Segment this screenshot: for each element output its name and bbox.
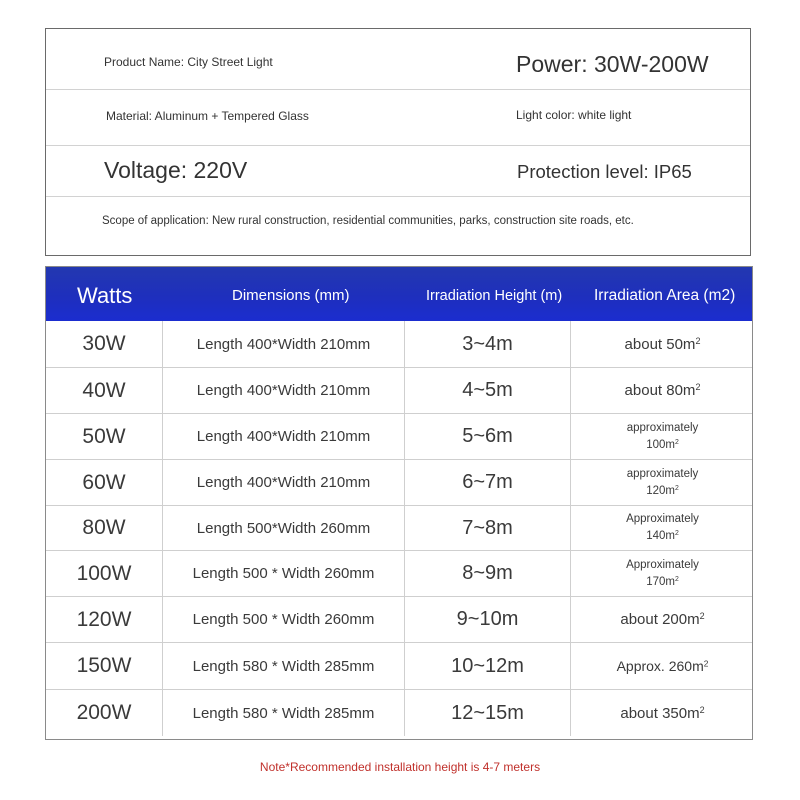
- dimensions-cell: Length 400*Width 210mm: [162, 460, 404, 505]
- area-unit-exponent: 2: [674, 484, 679, 492]
- area-value: 170m: [646, 575, 675, 588]
- table-row: [46, 460, 752, 506]
- height-cell: 8~9m: [404, 551, 570, 596]
- header-irradiation-height: Irradiation Height (m): [426, 288, 563, 304]
- dimensions-cell: Length 580 * Width 285mm: [162, 643, 404, 689]
- area-unit-exponent: 2: [703, 658, 709, 669]
- header-dimensions: Dimensions (mm): [232, 287, 350, 304]
- watts-cell: 80W: [82, 516, 126, 539]
- watts-cell: 60W: [82, 470, 126, 494]
- watts-cell: 200W: [76, 701, 132, 724]
- area-cell: [570, 321, 753, 367]
- table-row: [46, 690, 752, 736]
- table-row: [46, 321, 752, 368]
- dimensions-cell: Length 500 * Width 260mm: [162, 551, 404, 596]
- area-value: about 350m: [620, 704, 700, 722]
- height-cell: 10~12m: [404, 643, 570, 689]
- dimensions-cell: Length 400*Width 210mm: [162, 321, 404, 367]
- dimensions-cell: Length 400*Width 210mm: [162, 368, 404, 413]
- area-value: about 80m: [624, 382, 696, 399]
- area-qualifier: approximately: [626, 421, 699, 434]
- material: Material: Aluminum + Tempered Glass: [106, 109, 309, 123]
- area-unit-exponent: 2: [674, 438, 679, 446]
- watts-cell: 150W: [76, 654, 132, 677]
- area-qualifier: Approximately: [626, 513, 699, 525]
- area-cell: [570, 460, 753, 505]
- watts-cell: 30W: [82, 332, 126, 355]
- height-cell: 3~4m: [404, 321, 570, 367]
- area-unit-exponent: 2: [695, 335, 701, 346]
- info-row-3: [46, 145, 750, 197]
- watts-cell: 120W: [76, 607, 132, 631]
- area-cell: [570, 597, 753, 642]
- area-cell: [570, 551, 753, 596]
- voltage: Voltage: 220V: [104, 157, 248, 183]
- area-cell: [570, 506, 753, 550]
- header-irradiation-area: Irradiation Area (m2): [594, 287, 736, 304]
- power-range: Power: 30W-200W: [516, 51, 709, 77]
- watts-cell: 40W: [82, 378, 126, 402]
- area-cell: [570, 643, 753, 689]
- info-row-2: [46, 89, 750, 146]
- height-cell: 12~15m: [404, 690, 570, 736]
- area-value: 120m: [646, 484, 675, 497]
- area-unit-exponent: 2: [695, 382, 701, 393]
- table-row: [46, 414, 752, 460]
- product-name: Product Name: City Street Light: [104, 55, 273, 69]
- dimensions-cell: Length 580 * Width 285mm: [162, 690, 404, 736]
- table-row: [46, 368, 752, 414]
- table-row: [46, 643, 752, 690]
- area-unit-exponent: 2: [699, 704, 705, 715]
- area-value: Approx. 260m: [616, 658, 704, 674]
- height-cell: 9~10m: [404, 597, 570, 642]
- dimensions-cell: Length 400*Width 210mm: [162, 414, 404, 459]
- table-row: [46, 597, 752, 643]
- table-row: [46, 506, 752, 551]
- area-unit-exponent: 2: [699, 611, 705, 622]
- info-row-4: [46, 196, 750, 255]
- light-color: Light color: white light: [516, 108, 632, 122]
- area-qualifier: approximately: [626, 467, 699, 480]
- table-row: [46, 551, 752, 597]
- height-cell: 6~7m: [404, 460, 570, 505]
- area-value: about 200m: [620, 611, 700, 628]
- watts-cell: 100W: [76, 561, 132, 585]
- area-qualifier: Approximately: [626, 558, 699, 571]
- header-watts: Watts: [77, 283, 133, 308]
- info-row-1: [46, 29, 750, 90]
- height-cell: 5~6m: [404, 414, 570, 459]
- spec-table: [45, 266, 753, 740]
- watts-cell: 50W: [82, 424, 126, 448]
- height-cell: 4~5m: [404, 368, 570, 413]
- table-header: [46, 267, 752, 321]
- area-unit-exponent: 2: [674, 575, 679, 583]
- installation-note: Note*Recommended installation height is 4-7 meters: [259, 760, 541, 774]
- dimensions-cell: Length 500 * Width 260mm: [162, 597, 404, 642]
- area-cell: [570, 414, 753, 459]
- dimensions-cell: Length 500*Width 260mm: [162, 506, 404, 550]
- protection-level: Protection level: IP65: [517, 161, 692, 182]
- area-unit-exponent: 2: [674, 530, 679, 538]
- area-value: 100m: [646, 438, 675, 451]
- scope-of-application: Scope of application: New rural construction, residential communities, parks, construction site roads, etc.: [102, 215, 634, 227]
- height-cell: 7~8m: [404, 506, 570, 550]
- area-value: about 50m: [624, 335, 696, 353]
- area-value: 140m: [646, 530, 675, 542]
- product-info-panel: [45, 28, 751, 256]
- area-cell: [570, 368, 753, 413]
- area-cell: [570, 690, 753, 736]
